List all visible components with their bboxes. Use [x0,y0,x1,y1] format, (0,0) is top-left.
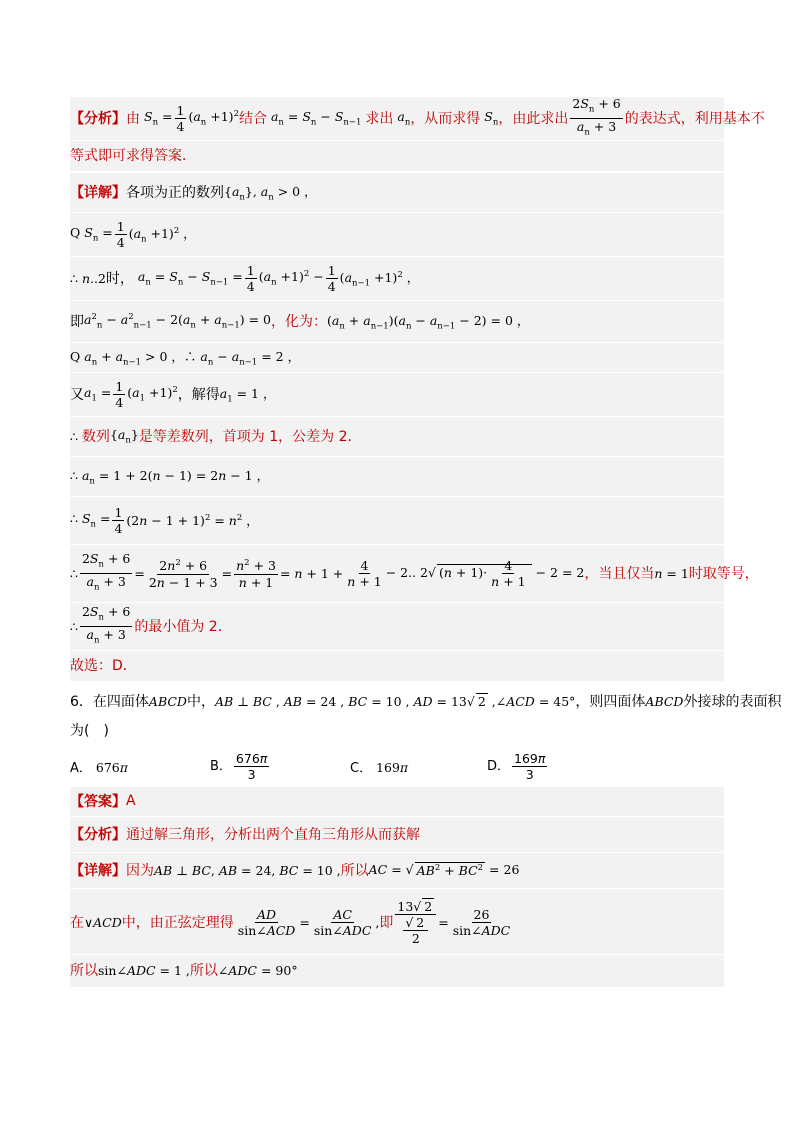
fraction: $\frac{1}{4}$ [115,378,124,410]
answer-line: 【答案】 A [70,793,136,810]
formula: $a_1 = 1$ ， [219,385,276,405]
formula: $a_n = S_n - S_{n-1}$ [270,108,362,128]
formula: $(a_n +1)^2$ ， [128,225,196,245]
detail-line-3: ∴ n..2 时， $a_n = S_n - S_{n-1}$ = $\frac{1}{4}$ $(a_n +1)^2$ − $\frac{1}{4}$ $(a_{n-1} +1)^2$ ， [70,262,420,294]
fraction: $\frac{AD}{\text{sin∠ACD}}$ [237,906,296,938]
formula: AC = √ $AB^2 + BC^2 = 26$ [368,862,520,878]
fraction: $\frac{1}{4}$ [176,102,185,134]
formula: $a_n = S_n - S_{n-1}$ = [137,268,243,288]
formula: AB ⊥ BC , AB = 24 , BC = 10 , AD = 13√ 2 ,∠ACD = 45° [214,693,576,709]
fraction: $\frac{1}{4}$ [114,504,123,536]
fraction: $\frac{4}{n + 1}$ [347,557,382,589]
formula: Q $a_n + a_{n-1} > 0$ ，∴ $a_n - a_{n-1} = 2$ ， [70,348,301,368]
detail-line-7: ∴ 数列 $\{a_n\}$ 是等差数列，首项为 1，公差为 2． [70,426,362,446]
formula: n = 1 [654,565,689,581]
detail-2-line-2: 在 ∨ACD 中，由正弦定理得 $\frac{AD}{\text{sin∠ACD}}$ = $\frac{AC}{\text{sin∠ADC}}$ , 即 $\frac{13√ 2}{\frac{√ 2}{2}}$ = $\frac{26}{\text{sin∠ADC}}$ [70,898,511,946]
formula: sin∠ADC = 1 , [98,962,190,978]
fraction: $\frac{13√ 2}{\frac{√ 2}{2}}$ [395,899,436,946]
fraction: $\frac{1}{4}$ [327,262,336,294]
formula: ∠ADC = 90° [217,962,298,978]
fraction: $\frac{2n^2 + 6}{2n - 1 + 3}$ [148,558,218,590]
analysis-tag: 【分析】 [70,827,126,843]
detail-line-9 [70,500,724,540]
analysis-line-2: 等式即可求得答案． [70,148,196,164]
formula: ∴ $S_n$ = [70,510,111,530]
detail-2-line-1: 【详解】 因为 AB ⊥ BC, AB = 24, BC = 10 , 所以 AC = √ $AB^2 + BC^2 = 26$ [70,856,724,884]
formula: Q $S_n$ = [70,224,113,244]
detail-tag: 【详解】 [70,863,126,879]
formula: $(a_n +1)^2$ [188,108,239,128]
fraction: $\frac{26}{\text{sin∠ADC}}$ [452,906,511,938]
analysis-tag: 【分析】 [70,111,126,127]
fraction: $\frac{1}{4}$ [246,262,255,294]
formula: $a^2_n - a^2_{n-1} - 2(a_n + a_{n-1}) = 0$ [84,311,271,331]
formula: $(a_n + a_{n-1})(a_n - a_{n-1} - 2) = 0$ ， [327,312,530,332]
formula: AB ⊥ BC, AB = 24, BC = 10 , [154,862,341,878]
fraction: $\frac{2S_n + 6}{a_n + 3}$ [81,604,131,645]
detail-2-line-3: 所以 sin∠ADC = 1 , 所以 ∠ADC = 90° [70,962,298,979]
fraction: $\frac{2S_n + 6}{a_n + 3}$ [572,96,621,137]
formula: ∨ACD [84,914,122,930]
answer-tag: 【答案】 [70,794,126,810]
detail-line-4: 即 $a^2_n - a^2_{n-1} - 2(a_n + a_{n-1}) = 0$ ，化为： $(a_n + a_{n-1})(a_n - a_{n-1} - 2) = 0$ ， [70,311,530,332]
detail-line-1: 【详解】 各项为正的数列 $\{a_n\}$, $a_n > 0$ ， [70,183,317,203]
formula: $a_n$ [397,108,411,128]
detail-line-11: ∴ $\frac{2S_n + 6}{a_n + 3}$ 的最小值为 2． [70,604,724,648]
option-d[interactable]: D． $\frac{169\pi}{3}$ [487,750,546,782]
formula: $S_n$ = [143,108,173,128]
formula: ∴ [70,565,78,581]
fraction: $\frac{AC}{\text{sin∠ADC}}$ [313,906,372,938]
formula: ∴ [70,618,78,634]
formula: ∴ $a_n = 1 + 2(n - 1) = 2n - 1$ ， [70,467,270,487]
analysis-2-line: 【分析】 通过解三角形，分析出两个直角三角形从而获解 [70,820,724,848]
formula: $\{a_n\}$, $a_n > 0$ ， [224,183,317,203]
detail-line-12: 故选：D． [70,658,137,674]
question-6-line-1: 6．在四面体 ABCD 中， AB ⊥ BC , AB = 24 , BC = 10 , AD = 13√ 2 ,∠ACD = 45° ，则四面体 ABCD 外接球的表面积 [70,693,782,710]
formula: $a_1$ = [84,384,112,404]
formula: $(a_n +1)^2$ − [258,268,324,288]
formula: $(a_{n-1} +1)^2$ ， [339,269,420,289]
detail-line-8 [70,460,724,492]
detail-line-10: ∴ $\frac{2S_n + 6}{a_n + 3}$ = $\frac{2n^2 + 6}{2n - 1 + 3}$ = $\frac{n^2 + 3}{n + 1}$ = n + 1 + $\frac{4}{n + 1}$ − 2.. 2√ (n + 1)· $\frac{4}{n + 1}$ − 2 = 2 ，当且仅当 n = 1 时取等号， [70,548,724,598]
formula: $(a_1 +1)^2$ [127,384,178,404]
fraction: $\frac{2S_n + 6}{a_n + 3}$ [81,551,131,592]
question-6-options [70,746,724,786]
fraction: $\frac{n^2 + 3}{n + 1}$ [236,558,276,590]
formula: $\{a_n\}$ [109,426,139,446]
formula: ∴ n..2 [70,270,106,286]
option-a[interactable]: A． 676π [70,759,128,776]
fraction: $\frac{1}{4}$ [116,218,125,250]
detail-line-5 [70,344,724,370]
formula: $S_n$ [484,108,499,128]
option-c[interactable]: C． 169π [350,759,409,776]
option-b[interactable]: B． $\frac{676\pi}{3}$ [210,750,268,782]
question-6-line-2: 为( ) [70,723,109,739]
analysis-line-1: 【分析】 由 $S_n$ = $\frac{1}{4}$ $(a_n +1)^2$ 结合 $a_n = S_n - S_{n-1}$ 求出 $a_n$ ，从而求得 $S_n$ ，由此求出 $\frac{2S_n + 6}{a_n + 3}$ 的表达式，利用基本不 [70,100,724,136]
detail-line-2 [70,214,724,254]
formula: $(2n - 1 + 1)^2 = n^2$ ， [126,512,259,528]
detail-tag: 【详解】 [70,185,126,201]
detail-line-6: 又 $a_1$ = $\frac{1}{4}$ $(a_1 +1)^2$ ，解得 $a_1 = 1$ ， [70,378,276,410]
formula: ∴ [70,428,82,444]
